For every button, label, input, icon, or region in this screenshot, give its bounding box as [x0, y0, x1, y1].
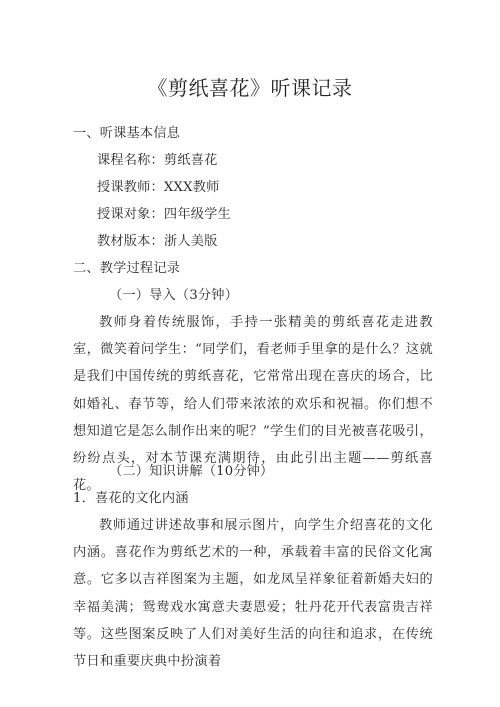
paragraph-intro: 教师身着传统服饰，手持一张精美的剪纸喜花走进教室，微笑着问学生：“同学们，看老师手里拿的是什么？这就是我们中国传统的剪纸喜花，它常常出现在喜庆的场合，比如婚礼、春节等，给人们带来浓浓的欢乐和祝福。你们想不想知道它是怎么制作出来的呢？”学生们的目光被喜花吸引，纷纷点头，对本节课充满期待，由此引出主题——剪纸喜花。 [73, 315, 433, 494]
document-title: 《剪纸喜花》听课记录 [147, 76, 353, 100]
subsection-heading-knowledge: （二）知识讲解（10分钟） [109, 464, 274, 479]
paragraph-cultural-meaning: 教师通过讲述故事和展示图片，向学生介绍喜花的文化内涵。喜花作为剪纸艺术的一种，承载着丰富的民俗文化寓意。它多以吉祥图案为主题，如龙凤呈祥象征着新婚夫妇的幸福美满；鸳鸯戏水寓意夫妻恩爱；牡丹花开代表富贵吉祥等。这些图案反映了人们对美好生活的向往和追求，在传统节日和重要庆典中扮演着 [73, 518, 433, 670]
info-teacher: 授课教师：XXX教师 [97, 180, 220, 195]
item-heading-cultural-meaning: 1．喜花的文化内涵 [73, 491, 189, 506]
section-heading-process: 二、教学过程记录 [73, 261, 181, 276]
subsection-heading-intro: （一）导入（3分钟） [109, 288, 239, 303]
info-audience: 授课对象：四年级学生 [97, 207, 231, 222]
section-heading-basic-info: 一、听课基本信息 [73, 126, 181, 141]
info-textbook-edition: 教材版本：浙人美版 [97, 234, 218, 249]
info-course-name: 课程名称：剪纸喜花 [97, 153, 218, 168]
